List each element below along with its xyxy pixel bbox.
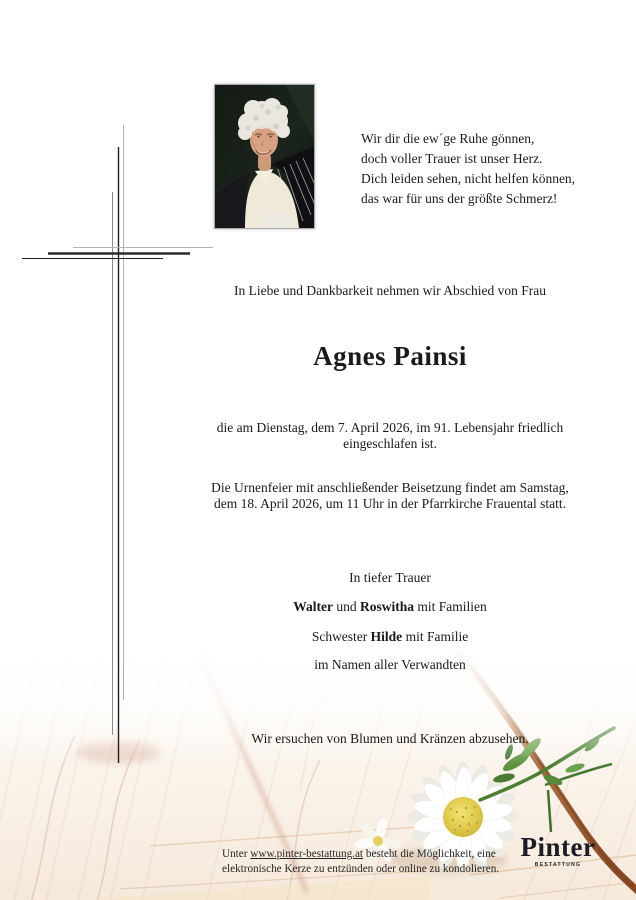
footer-line-1: [222, 847, 499, 862]
mourning-text: und: [332, 599, 360, 614]
pinter-logo: [512, 833, 604, 868]
mourning-family-line-1: [178, 599, 602, 615]
poem-line: doch voller Trauer ist unser Herz.: [361, 151, 543, 166]
flowers-request: Wir ersuchen von Blumen und Kränzen abzusehen.: [251, 731, 529, 746]
mourning-text: Schwester: [311, 629, 371, 644]
website-link[interactable]: www.pinter-bestattung.at: [250, 848, 364, 860]
footer-note: [222, 847, 499, 877]
funeral-notice-line: Die Urnenfeier mit anschließender Beisetzung findet am Samstag,: [211, 480, 569, 495]
mourner-name: Roswitha: [359, 599, 414, 614]
poem-line: das war für uns der größte Schmerz!: [361, 191, 558, 206]
mourning-text: mit Familien: [414, 599, 487, 614]
death-notice-line: die am Dienstag, dem 7. April 2026, im 91. Lebensjahr friedlich: [216, 420, 564, 435]
funeral-notice-line: dem 18. April 2026, um 11 Uhr in der Pfarrkirche Frauental statt.: [214, 495, 566, 511]
mourner-name: Walter: [293, 599, 333, 614]
pinter-logo-name: Pinter: [520, 832, 596, 862]
deceased-name: Agnes Painsi: [313, 341, 467, 371]
poem: [361, 129, 575, 209]
mourning-family-line-3: im Namen aller Verwandten: [314, 657, 466, 672]
footer-line-2: elektronische Kerze zu entzünden oder online zu kondolieren.: [222, 863, 500, 875]
footer-text: Unter: [222, 848, 251, 860]
footer-text: besteht die Möglichkeit, eine: [363, 848, 496, 860]
mourning-text: mit Familie: [402, 629, 469, 644]
funeral-notice: [178, 480, 602, 511]
pinter-logo-subtitle: BESTATTUNG: [534, 862, 582, 868]
mourning-intro: In tiefer Trauer: [349, 570, 431, 585]
farewell-line: In Liebe und Dankbarkeit nehmen wir Abschied von Frau: [234, 283, 546, 298]
death-notice-line: eingeschlafen ist.: [343, 435, 437, 451]
mourner-name: Hilde: [370, 629, 403, 644]
death-notice: [178, 420, 602, 451]
poem-line: Wir dir die ew´ge Ruhe gönnen,: [361, 131, 535, 146]
mourning-family-line-2: [178, 629, 602, 645]
poem-line: Dich leiden sehen, nicht helfen können,: [361, 171, 576, 186]
